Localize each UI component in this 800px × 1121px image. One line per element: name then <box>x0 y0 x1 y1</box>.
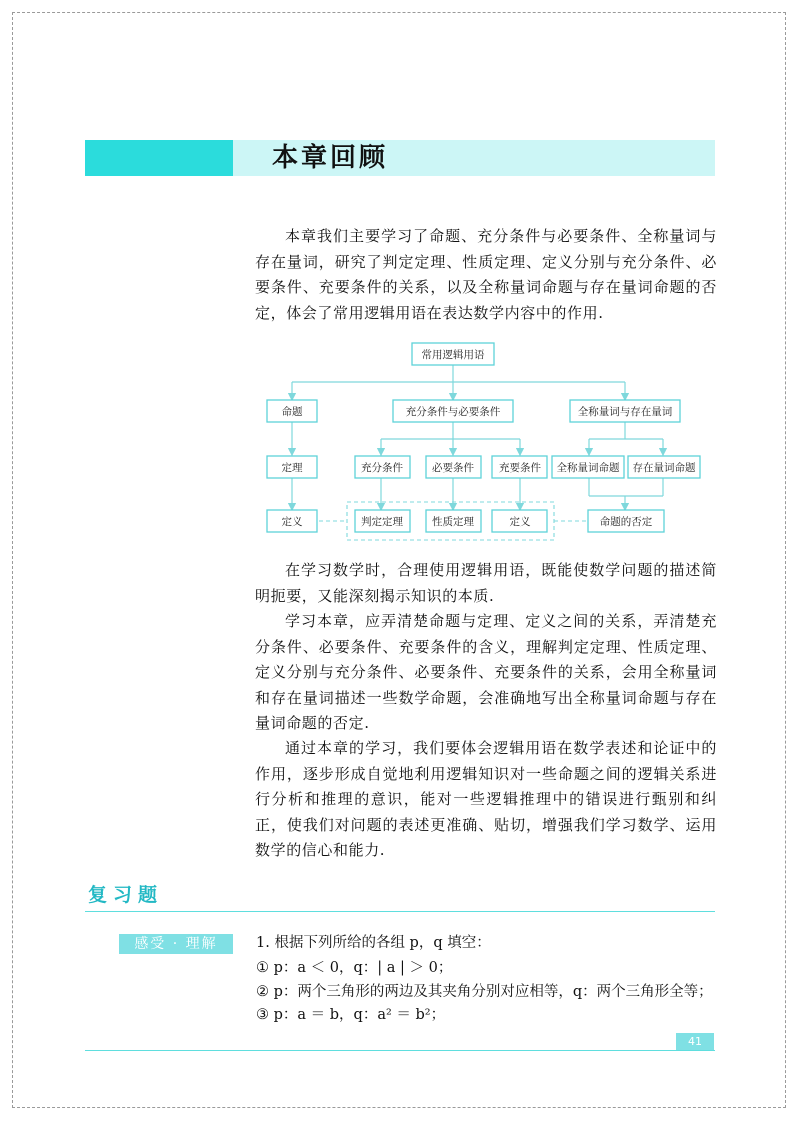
svg-text:全称量词与存在量词: 全称量词与存在量词 <box>577 406 673 418</box>
svg-text:命题的否定: 命题的否定 <box>599 516 653 528</box>
chapter-review-title: 本章回顾 <box>272 143 389 173</box>
chapter-header-bar <box>85 140 715 176</box>
paragraph-goals: 通过本章的学习，我们要体会逻辑用语在数学表述和论证中的作用，逐步形成自觉地利用逻辑知识对一些命题之间的逻辑关系进行分析和推理的意识，能对一些逻辑推理中的错误进行甄别和纠正，使我们对问题的表述更准确、贴切，增强我们学习数学、运用数学的信心和能力. <box>255 739 717 859</box>
feel-understand-tag: 感受 · 理解 <box>119 934 233 954</box>
paragraph-learning: 学习本章，应弄清楚命题与定理、定义之间的关系，弄清楚充分条件、必要条件、充要条件的含义，理解判定定理、性质定理、定义分别与充分条件、必要条件、充要条件的关系，会用全称量词和存在量词描述一些数学命题，会准确地写出全称量词命题与存在量词命题的否定. <box>255 612 717 732</box>
svg-text:充分条件与必要条件: 充分条件与必要条件 <box>405 406 501 418</box>
svg-text:常用逻辑用语: 常用逻辑用语 <box>421 349 485 361</box>
review-section-title: 复习题 <box>88 884 164 906</box>
question-1-item-a: ① p：a ＜ 0，q：| a | ＞ 0； <box>256 960 453 976</box>
svg-text:命题: 命题 <box>281 406 303 418</box>
svg-text:充分条件: 充分条件 <box>361 462 403 474</box>
svg-text:必要条件: 必要条件 <box>432 462 474 474</box>
svg-text:存在量词命题: 存在量词命题 <box>632 462 696 474</box>
page-number: 41 <box>676 1033 714 1050</box>
header-accent-block <box>85 140 233 176</box>
intro-paragraph: 本章我们主要学习了命题、充分条件与必要条件、全称量词与存在量词，研究了判定定理、性质定理、定义分别与充分条件、必要条件、充要条件的关系，以及全称量词命题与存在量词命题的否定，体会了常用逻辑用语在表达数学内容中的作用. <box>255 227 717 322</box>
svg-text:定义: 定义 <box>509 516 531 528</box>
question-1-item-c: ③ p：a ＝ b，q：a² ＝ b²； <box>256 1007 446 1023</box>
svg-text:全称量词命题: 全称量词命题 <box>556 462 620 474</box>
review-divider <box>85 911 715 912</box>
footer-divider <box>85 1050 715 1051</box>
svg-text:性质定理: 性质定理 <box>432 516 474 528</box>
svg-text:定义: 定义 <box>281 516 303 528</box>
concept-diagram <box>255 335 705 550</box>
question-1: 1. 根据下列所给的各组 p，q 填空： <box>256 935 491 951</box>
question-1-item-b: ② p：两个三角形的两边及其夹角分别对应相等，q：两个三角形全等； <box>256 984 713 1000</box>
svg-text:定理: 定理 <box>281 462 303 474</box>
paragraph-usage: 在学习数学时，合理使用逻辑用语，既能使数学问题的描述简明扼要，又能深刻揭示知识的本质. <box>255 561 717 605</box>
svg-text:充要条件: 充要条件 <box>499 462 541 474</box>
svg-text:判定定理: 判定定理 <box>361 516 403 528</box>
